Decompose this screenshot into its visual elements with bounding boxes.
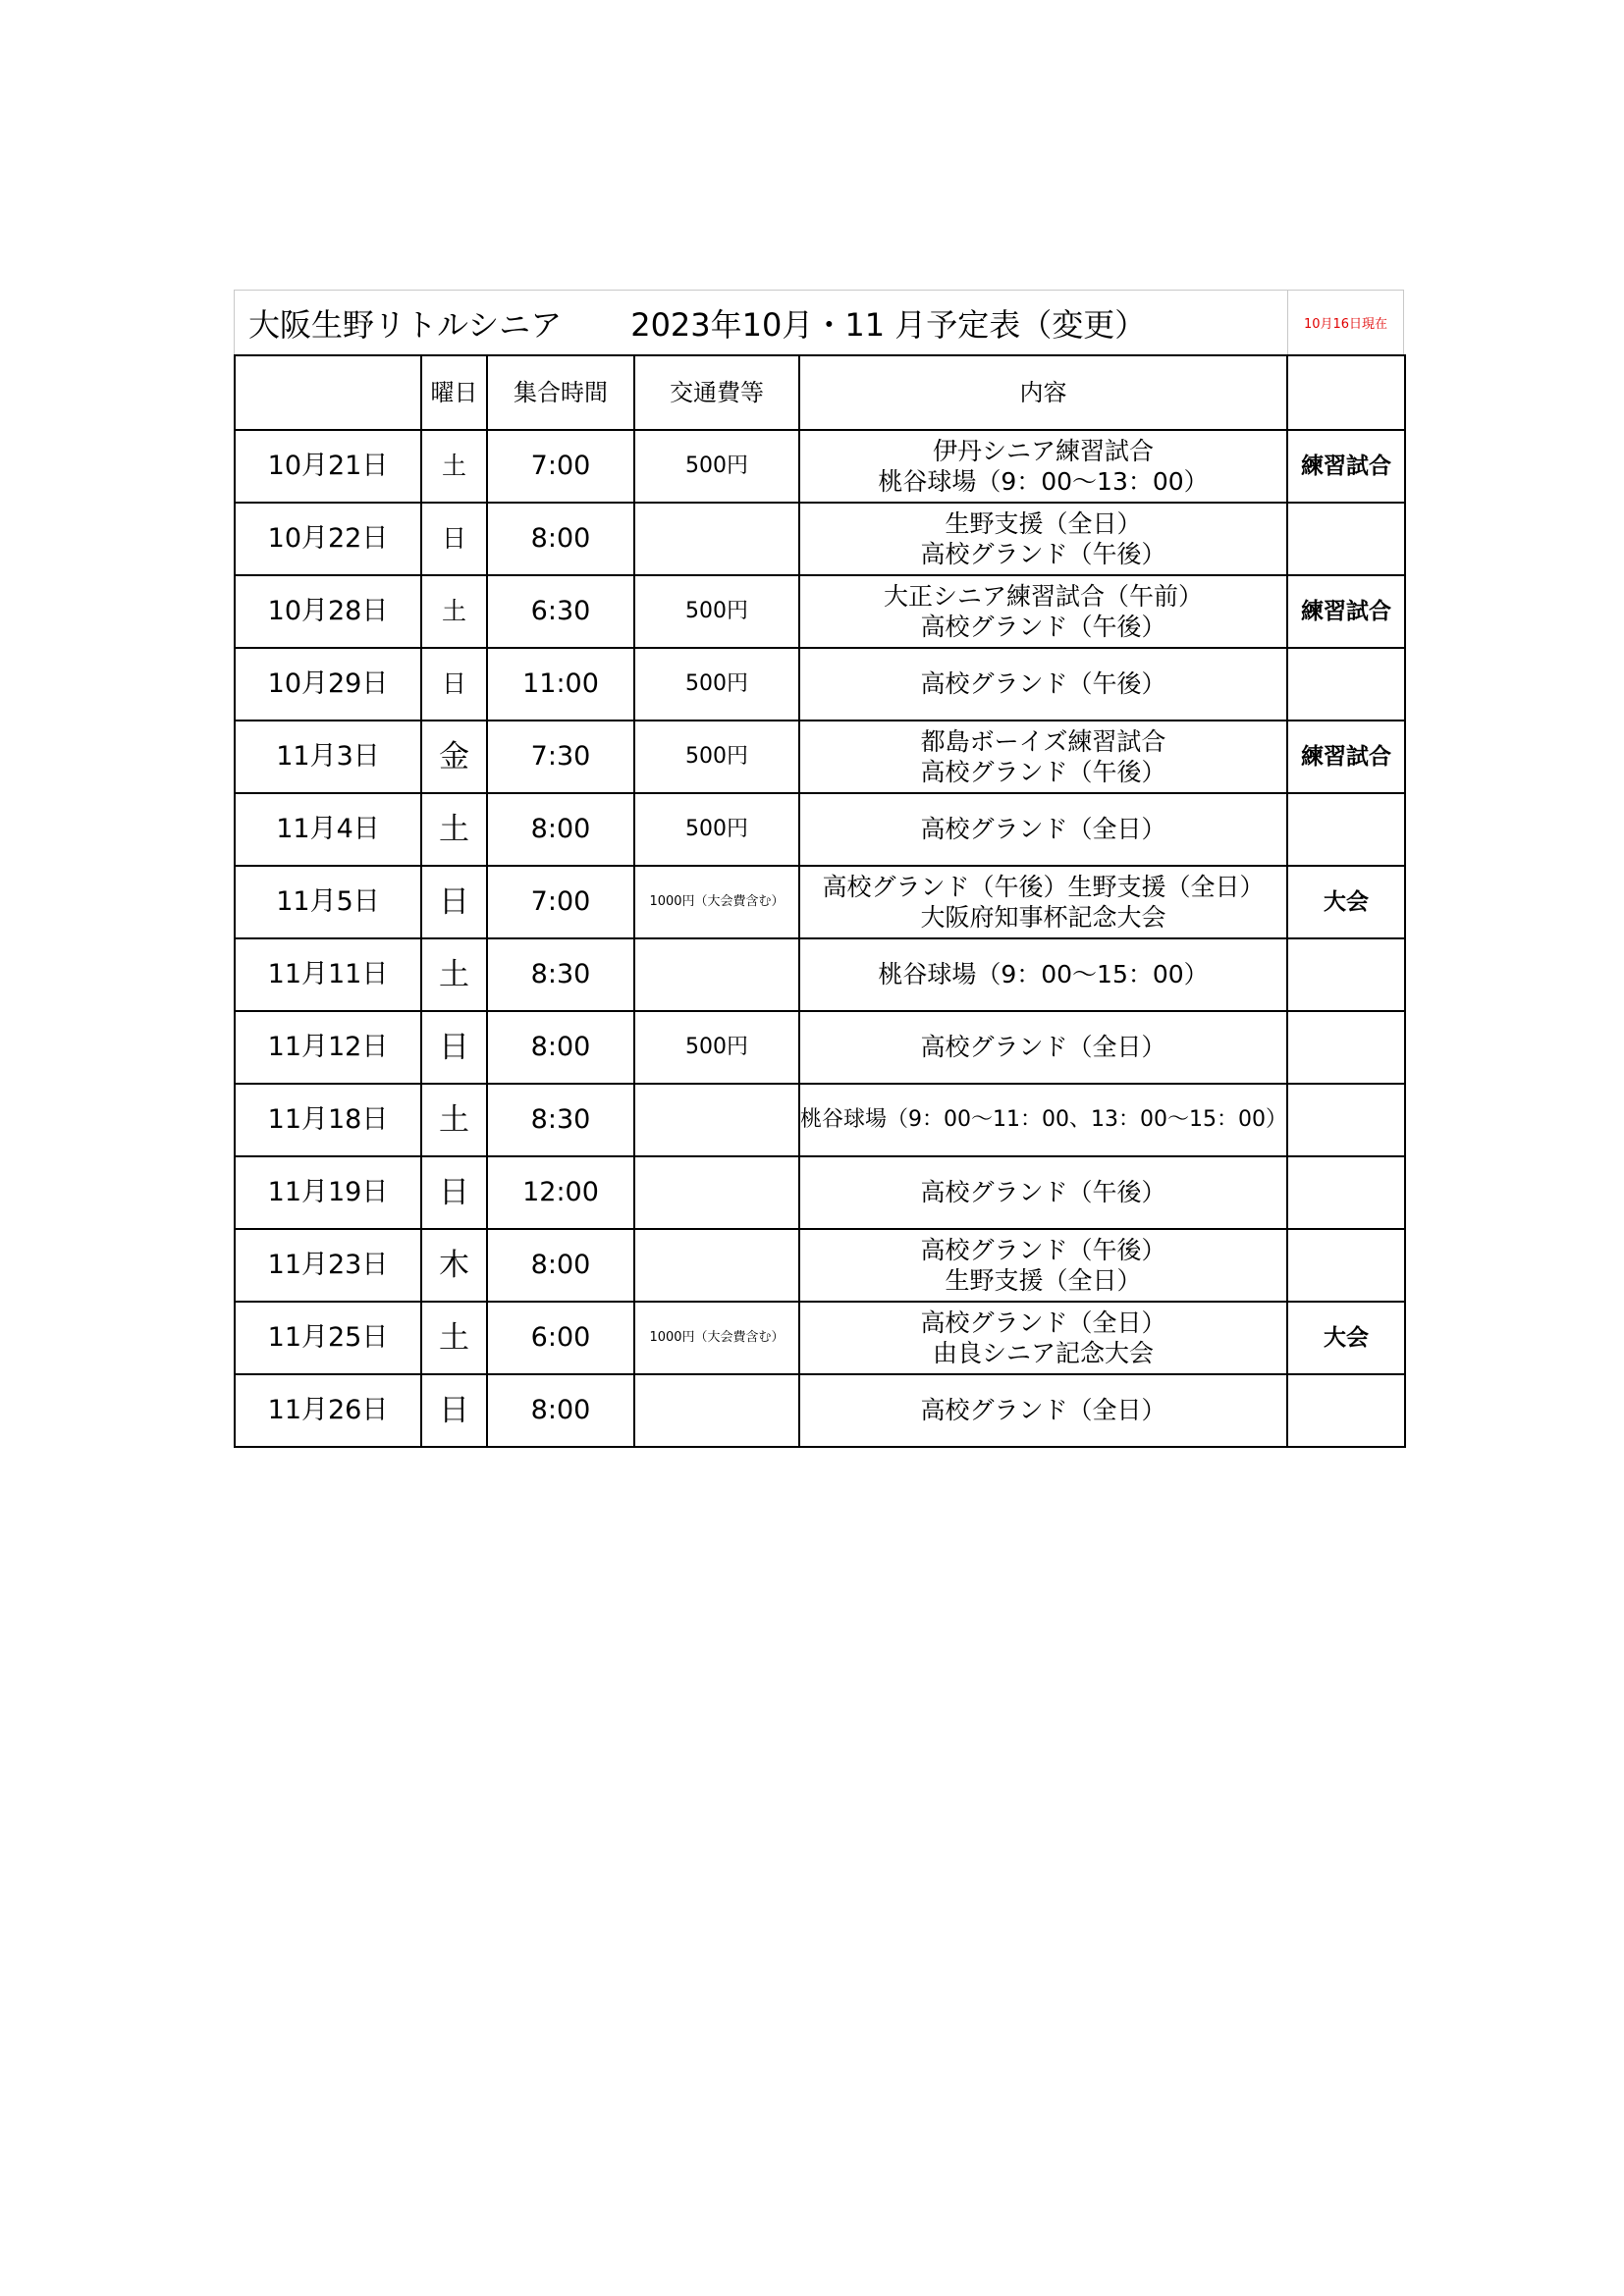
row-note: 練習試合 bbox=[1287, 721, 1405, 793]
row-time: 7:00 bbox=[487, 866, 634, 938]
table-row bbox=[235, 1229, 1405, 1302]
row-fee bbox=[634, 1229, 799, 1302]
table-row bbox=[235, 1374, 1405, 1447]
table-row bbox=[235, 503, 1405, 575]
row-fee: 500円 bbox=[634, 1011, 799, 1084]
row-date: 11月3日 bbox=[235, 721, 421, 793]
row-date: 11月25日 bbox=[235, 1302, 421, 1374]
page-title: 2023年10月・11 月予定表（変更） bbox=[630, 305, 1147, 344]
organization-name: 大阪生野リトルシニア bbox=[248, 305, 563, 344]
row-content-line: 高校グランド（午後） bbox=[920, 669, 1166, 699]
row-fee: 500円 bbox=[634, 575, 799, 648]
row-fee bbox=[634, 1374, 799, 1447]
row-content-line: 桃谷球場（9：00〜11：00、13：00〜15：00） bbox=[800, 1107, 1287, 1133]
row-content-line: 高校グランド（午後） bbox=[920, 613, 1166, 641]
row-day: 土 bbox=[421, 793, 487, 866]
header-content: 内容 bbox=[799, 355, 1287, 430]
table-row bbox=[235, 1011, 1405, 1084]
table-row bbox=[235, 1156, 1405, 1229]
row-content bbox=[799, 866, 1287, 938]
row-day: 土 bbox=[421, 1302, 487, 1374]
row-content-line: 高校グランド（全日） bbox=[920, 1396, 1166, 1425]
row-day: 金 bbox=[421, 721, 487, 793]
row-day: 木 bbox=[421, 1229, 487, 1302]
row-time: 8:00 bbox=[487, 1229, 634, 1302]
row-time: 7:30 bbox=[487, 721, 634, 793]
table-row bbox=[235, 430, 1405, 503]
header-date bbox=[235, 355, 421, 430]
row-time: 6:00 bbox=[487, 1302, 634, 1374]
row-time: 8:00 bbox=[487, 1011, 634, 1084]
row-content-line: 高校グランド（全日） bbox=[920, 1308, 1166, 1337]
row-note: 大会 bbox=[1287, 866, 1405, 938]
table-row bbox=[235, 575, 1405, 648]
header-day: 曜日 bbox=[421, 355, 487, 430]
row-note bbox=[1287, 1229, 1405, 1302]
row-time: 11:00 bbox=[487, 648, 634, 721]
row-content bbox=[799, 793, 1287, 866]
row-note bbox=[1287, 1084, 1405, 1156]
row-content-line: 高校グランド（午後） bbox=[920, 1235, 1166, 1264]
row-date: 11月12日 bbox=[235, 1011, 421, 1084]
row-content-line: 高校グランド（午後） bbox=[920, 540, 1166, 568]
row-content bbox=[799, 1084, 1287, 1156]
row-fee bbox=[634, 503, 799, 575]
row-time: 12:00 bbox=[487, 1156, 634, 1229]
row-time: 8:00 bbox=[487, 1374, 634, 1447]
row-day: 日 bbox=[421, 1156, 487, 1229]
row-content-line: 高校グランド（午後） bbox=[920, 1178, 1166, 1207]
row-content bbox=[799, 1011, 1287, 1084]
row-date: 11月11日 bbox=[235, 938, 421, 1011]
row-content-line: 桃谷球場（9：00〜13：00） bbox=[878, 467, 1209, 496]
row-content-line: 生野支援（全日） bbox=[945, 508, 1142, 538]
row-fee: 500円 bbox=[634, 793, 799, 866]
row-content bbox=[799, 1302, 1287, 1374]
row-note: 練習試合 bbox=[1287, 575, 1405, 648]
row-content-line: 高校グランド（午後）生野支援（全日） bbox=[822, 872, 1265, 901]
header-fee: 交通費等 bbox=[634, 355, 799, 430]
row-content-line: 生野支援（全日） bbox=[945, 1266, 1142, 1295]
row-day: 日 bbox=[421, 866, 487, 938]
row-day: 土 bbox=[421, 1084, 487, 1156]
row-content bbox=[799, 1374, 1287, 1447]
schedule-table bbox=[234, 354, 1406, 1448]
row-fee: 500円 bbox=[634, 648, 799, 721]
row-note bbox=[1287, 1011, 1405, 1084]
row-time: 7:00 bbox=[487, 430, 634, 503]
table-row bbox=[235, 648, 1405, 721]
table-row bbox=[235, 721, 1405, 793]
row-day: 日 bbox=[421, 648, 487, 721]
title-bar bbox=[234, 290, 1404, 354]
row-date: 10月29日 bbox=[235, 648, 421, 721]
row-note bbox=[1287, 503, 1405, 575]
row-fee: 1000円（大会費含む） bbox=[634, 1302, 799, 1374]
table-row bbox=[235, 866, 1405, 938]
table-row bbox=[235, 938, 1405, 1011]
row-content bbox=[799, 648, 1287, 721]
row-fee bbox=[634, 1084, 799, 1156]
row-content bbox=[799, 503, 1287, 575]
row-content bbox=[799, 938, 1287, 1011]
row-note bbox=[1287, 1156, 1405, 1229]
header-note bbox=[1287, 355, 1405, 430]
table-row bbox=[235, 1084, 1405, 1156]
row-date: 11月4日 bbox=[235, 793, 421, 866]
row-fee: 1000円（大会費含む） bbox=[634, 866, 799, 938]
table-row bbox=[235, 793, 1405, 866]
row-date: 11月5日 bbox=[235, 866, 421, 938]
row-date: 10月21日 bbox=[235, 430, 421, 503]
row-time: 6:30 bbox=[487, 575, 634, 648]
row-note bbox=[1287, 938, 1405, 1011]
row-day: 土 bbox=[421, 430, 487, 503]
row-content-line: 大正シニア練習試合（午前） bbox=[883, 581, 1203, 611]
row-content-line: 都島ボーイズ練習試合 bbox=[920, 726, 1166, 756]
row-content-line: 伊丹シニア練習試合 bbox=[932, 436, 1154, 465]
row-note: 大会 bbox=[1287, 1302, 1405, 1374]
row-date: 10月28日 bbox=[235, 575, 421, 648]
row-day: 日 bbox=[421, 1011, 487, 1084]
row-content-line: 高校グランド（全日） bbox=[920, 1033, 1166, 1062]
row-content bbox=[799, 721, 1287, 793]
row-day: 日 bbox=[421, 503, 487, 575]
row-fee: 500円 bbox=[634, 430, 799, 503]
row-content-line: 高校グランド（全日） bbox=[920, 815, 1166, 844]
row-date: 11月19日 bbox=[235, 1156, 421, 1229]
row-content bbox=[799, 1229, 1287, 1302]
row-date: 10月22日 bbox=[235, 503, 421, 575]
row-content-line: 由良シニア記念大会 bbox=[932, 1339, 1154, 1367]
header-time: 集合時間 bbox=[487, 355, 634, 430]
as-of-date: 10月16日現在 bbox=[1287, 291, 1403, 354]
header-row bbox=[235, 355, 1405, 430]
schedule-sheet bbox=[234, 290, 1404, 1448]
row-note: 練習試合 bbox=[1287, 430, 1405, 503]
row-date: 11月18日 bbox=[235, 1084, 421, 1156]
row-content bbox=[799, 430, 1287, 503]
row-day: 土 bbox=[421, 575, 487, 648]
row-day: 土 bbox=[421, 938, 487, 1011]
row-note bbox=[1287, 648, 1405, 721]
row-note bbox=[1287, 1374, 1405, 1447]
row-time: 8:30 bbox=[487, 938, 634, 1011]
row-fee bbox=[634, 1156, 799, 1229]
row-note bbox=[1287, 793, 1405, 866]
row-content-line: 大阪府知事杯記念大会 bbox=[920, 903, 1166, 932]
row-date: 11月23日 bbox=[235, 1229, 421, 1302]
row-time: 8:30 bbox=[487, 1084, 634, 1156]
row-date: 11月26日 bbox=[235, 1374, 421, 1447]
row-content bbox=[799, 575, 1287, 648]
row-content-line: 高校グランド（午後） bbox=[920, 758, 1166, 786]
row-fee: 500円 bbox=[634, 721, 799, 793]
row-day: 日 bbox=[421, 1374, 487, 1447]
row-time: 8:00 bbox=[487, 503, 634, 575]
table-row bbox=[235, 1302, 1405, 1374]
row-time: 8:00 bbox=[487, 793, 634, 866]
row-content bbox=[799, 1156, 1287, 1229]
row-fee bbox=[634, 938, 799, 1011]
row-content-line: 桃谷球場（9：00〜15：00） bbox=[878, 960, 1209, 989]
